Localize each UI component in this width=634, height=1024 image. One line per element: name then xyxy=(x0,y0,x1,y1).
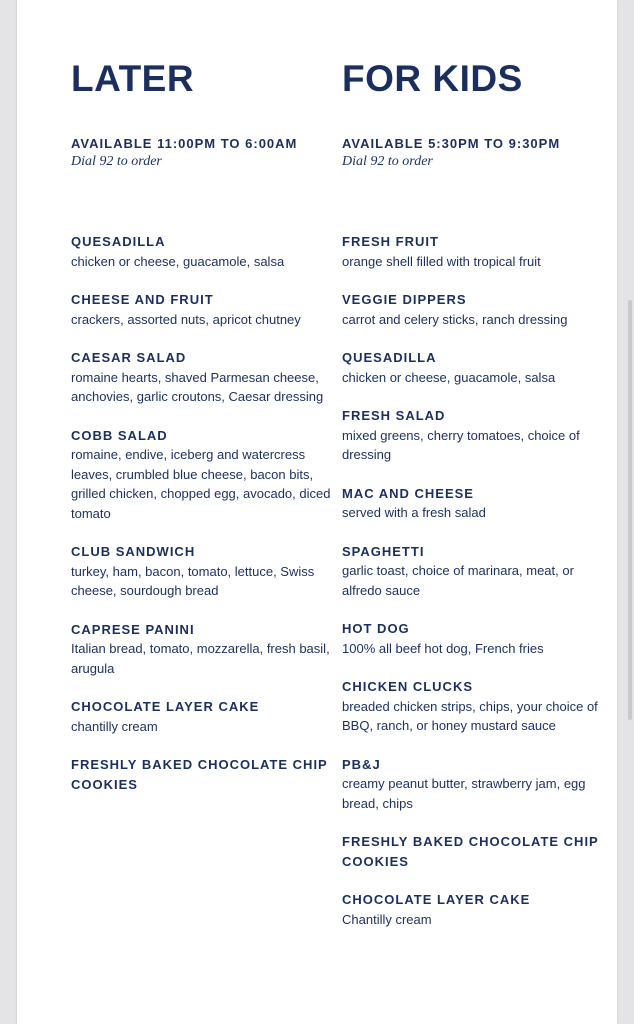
menu-item-name: FRESHLY BAKED CHOCOLATE CHIP COOKIES xyxy=(71,757,328,792)
menu-item-name: CHOCOLATE LAYER CAKE xyxy=(71,699,260,714)
kids-title: FOR KIDS xyxy=(342,58,523,99)
menu-item xyxy=(71,697,339,736)
menu-item-name: COBB SALAD xyxy=(71,427,168,443)
menu-item-name: QUESADILLA xyxy=(342,350,437,365)
menu-item-name: SPAGHETTI xyxy=(342,543,425,559)
menu-item-description: breaded chicken strips, chips, your choice of BBQ, ranch, or honey mustard sauce xyxy=(342,698,598,733)
menu-item xyxy=(342,348,612,387)
later-title: LATER xyxy=(71,58,195,99)
menu-item-description: crackers, assorted nuts, apricot chutney xyxy=(71,311,301,327)
menu-item xyxy=(71,542,339,601)
menu-item-description: garlic toast, choice of marinara, meat, or alfredo sauce xyxy=(342,563,574,598)
menu-page xyxy=(17,0,617,1024)
menu-item xyxy=(342,890,612,929)
menu-item-name: PB&J xyxy=(342,756,381,772)
later-items xyxy=(71,232,339,813)
menu-item-description: creamy peanut butter, strawberry jam, egg bread, chips xyxy=(342,776,586,811)
menu-item-name: QUESADILLA xyxy=(71,234,166,249)
menu-item xyxy=(342,290,612,329)
kids-order-note: Dial 92 to order xyxy=(342,154,433,169)
menu-item-name: FRESH SALAD xyxy=(342,408,446,423)
kids-availability: AVAILABLE 5:30PM TO 9:30PM xyxy=(342,136,561,151)
menu-item-name: HOT DOG xyxy=(342,621,410,636)
menu-item xyxy=(71,290,339,329)
menu-item-name: FRESHLY BAKED CHOCOLATE CHIP COOKIES xyxy=(342,834,599,869)
menu-item-name: CAESAR SALAD xyxy=(71,350,187,365)
menu-item-description: romaine, endive, iceberg and watercress leaves, crumbled blue cheese, bacon bits, grilled chicken, chopped egg, avocado, diced tomato xyxy=(71,447,331,521)
menu-item xyxy=(71,232,339,271)
menu-item xyxy=(71,755,339,794)
menu-item-description: mixed greens, cherry tomatoes, choice of dressing xyxy=(342,427,580,462)
menu-item-description: served with a fresh salad xyxy=(342,505,486,520)
menu-item-description: orange shell filled with tropical fruit xyxy=(342,253,541,269)
menu-item xyxy=(342,832,612,871)
menu-item xyxy=(342,677,612,736)
menu-item xyxy=(342,619,612,658)
menu-item-description: romaine hearts, shaved Parmesan cheese, anchovies, garlic croutons, Caesar dressing xyxy=(71,369,324,404)
menu-item-description: Italian bread, tomato, mozzarella, fresh basil, arugula xyxy=(71,641,330,676)
menu-item-name: CHEESE AND FRUIT xyxy=(71,292,214,307)
menu-item-description: carrot and celery sticks, ranch dressing xyxy=(342,311,568,327)
menu-item-description: chantilly cream xyxy=(71,718,158,734)
menu-item xyxy=(342,232,612,271)
scrollbar[interactable] xyxy=(628,300,632,720)
menu-item-name: CHICKEN CLUCKS xyxy=(342,679,473,694)
menu-item xyxy=(342,542,612,601)
menu-item xyxy=(71,620,339,679)
menu-item xyxy=(342,755,612,814)
menu-item-name: FRESH FRUIT xyxy=(342,234,439,249)
menu-item-description: 100% all beef hot dog, French fries xyxy=(342,640,544,656)
menu-item xyxy=(342,484,612,523)
menu-item-name: MAC AND CHEESE xyxy=(342,485,474,501)
menu-item xyxy=(71,348,339,407)
menu-item xyxy=(342,406,612,465)
later-order-note: Dial 92 to order xyxy=(71,154,162,169)
later-availability: AVAILABLE 11:00PM TO 6:00AM xyxy=(71,136,298,151)
menu-item xyxy=(71,426,339,524)
menu-item-description: chicken or cheese, guacamole, salsa xyxy=(342,369,556,385)
menu-item-description: chicken or cheese, guacamole, salsa xyxy=(71,253,285,269)
menu-item-description: turkey, ham, bacon, tomato, lettuce, Swiss cheese, sourdough bread xyxy=(71,563,315,598)
kids-items xyxy=(342,232,612,948)
menu-item-description: Chantilly cream xyxy=(342,911,432,927)
menu-item-name: CLUB SANDWICH xyxy=(71,544,196,559)
menu-item-name: VEGGIE DIPPERS xyxy=(342,292,467,307)
menu-item-name: CAPRESE PANINI xyxy=(71,621,195,637)
menu-item-name: CHOCOLATE LAYER CAKE xyxy=(342,892,531,907)
